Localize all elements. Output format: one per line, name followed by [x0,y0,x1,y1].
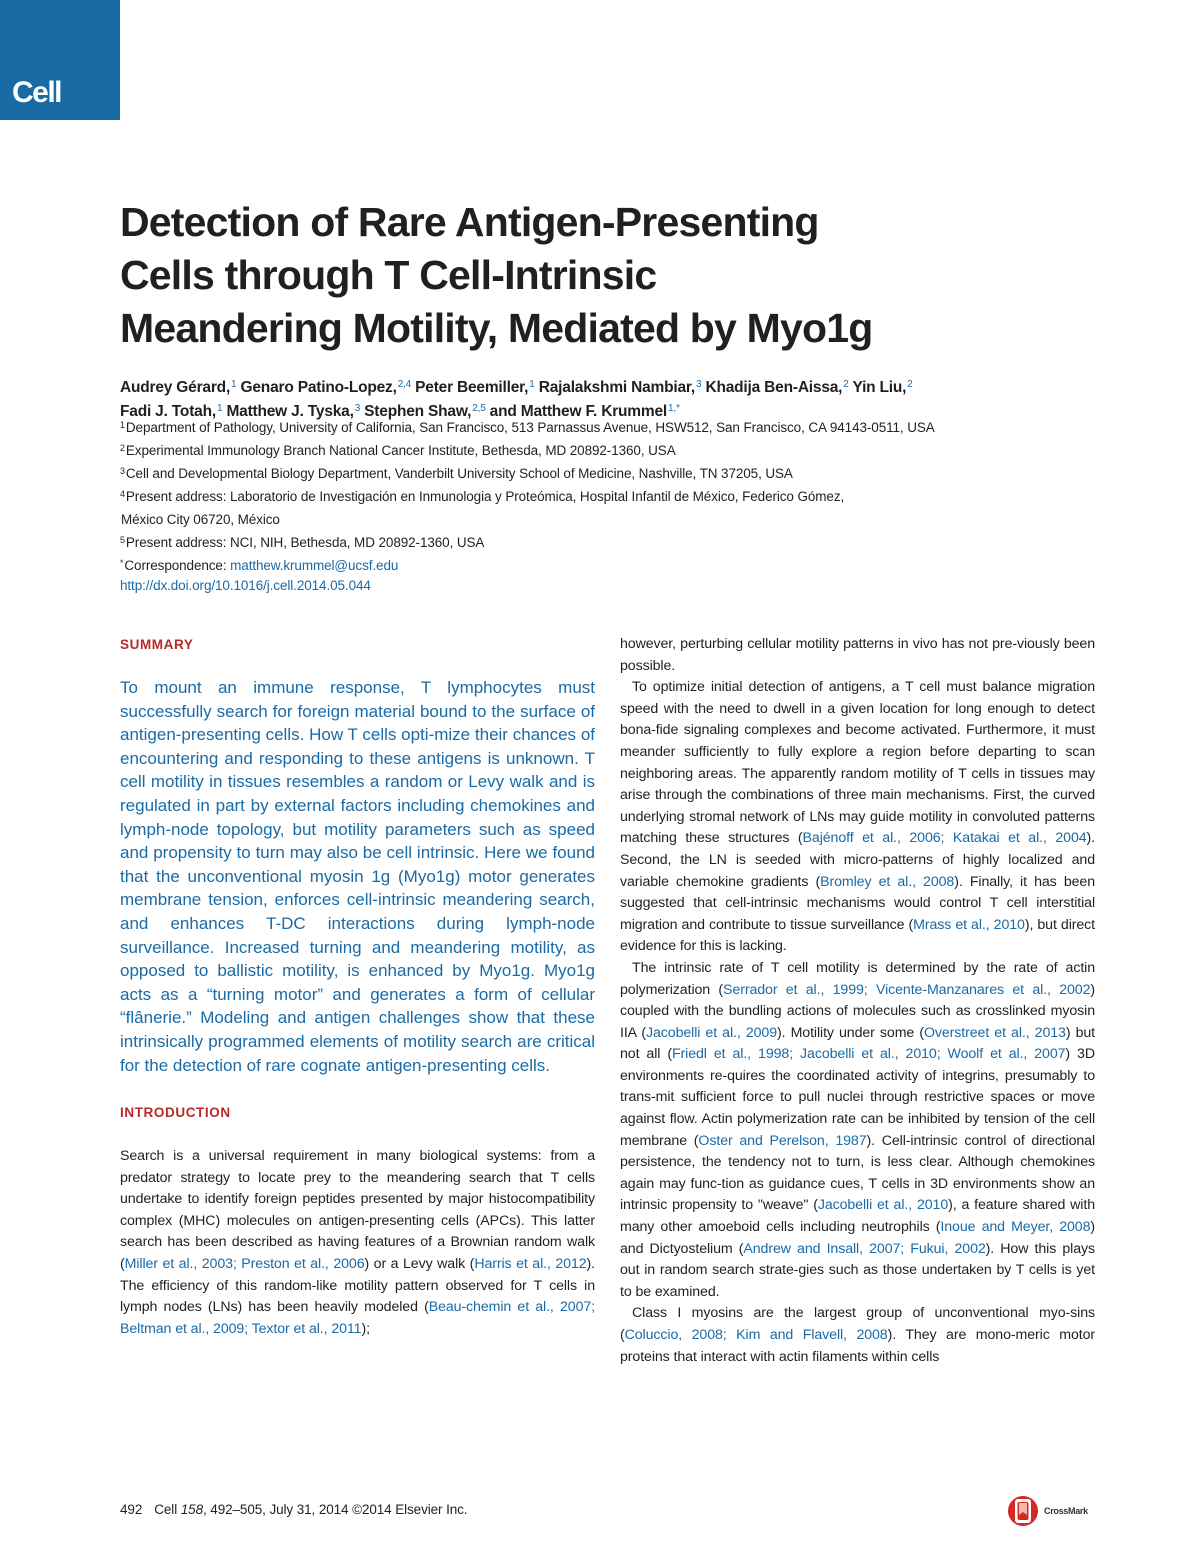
author-name: Stephen Shaw, [364,403,472,420]
citation-link[interactable]: Harris et al., 2012 [474,1256,587,1273]
affiliation: $^5$Present address: NCI, NIH, Bethesda, MD 20892-1360, USA [120,535,485,550]
crossmark-badge[interactable] [1006,1490,1101,1532]
affiliation: $^3$Cell and Developmental Biology Department, Vanderbilt University School of Medicine, Nashville, TN 37205, USA [120,466,793,481]
affiliation: $^4$Present address: Laboratorio de Investigación en Inmunologia y Proteómica, Hospital Infantil de México, Federico Gómez, [120,489,845,504]
author-affil-link[interactable]: 2,5 [472,403,486,414]
author-affil-link[interactable]: 2,4 [397,379,412,390]
title-line-1: Detection of Rare Antigen-Presenting [120,199,819,245]
left-column [120,634,595,1340]
citation-link[interactable]: Beau-chemin et al., 2007; Beltman et al., 2009; Textor et al., 2011 [120,1299,595,1337]
title-line-2: Cells through T Cell-Intrinsic [120,252,657,298]
citation-link[interactable]: Serrador et al., 1999; Vicente-Manzanares et al., 2002 [723,981,1091,998]
author-affil-link[interactable]: 2 [843,379,849,390]
author-affil-link[interactable]: 2 [907,379,913,390]
citation-link[interactable]: Bromley et al., 2008 [820,873,955,890]
author-line-1 [120,374,1100,398]
body-text [620,634,1095,1368]
author-affil-link[interactable]: 3 [696,379,702,390]
paragraph: Class I myosins are the largest group of unconventional myo-sins (Coluccio, 2008; Kim and Flavell, 2008). They are mono-meric motor proteins that interact with actin filaments within cells [620,1305,1095,1365]
citation-link[interactable]: Andrew and Insall, 2007; Fukui, 2002 [743,1240,986,1257]
citation-link[interactable]: Jacobelli et al., 2009 [646,1024,777,1041]
affiliation: $^2$Experimental Immunology Branch National Cancer Institute, Bethesda, MD 20892-1360, USA [120,443,676,458]
affiliation: $^1$Department of Pathology, University of California, San Francisco, 513 Parnassus Avenue, HSW512, San Francisco, CA 94143-0511, USA [120,420,935,435]
author-name: Audrey Gérard, [120,379,231,396]
citation-link[interactable]: Oster and Perelson, 1987 [698,1132,867,1149]
article-title [120,196,1020,355]
citation-link[interactable]: Bajénoff et al., 2006; Katakai et al., 2004 [802,830,1087,847]
doi-link[interactable]: http://dx.doi.org/10.1016/j.cell.2014.05.044 [120,578,371,593]
citation-link[interactable]: Mrass et al., 2010 [913,916,1025,933]
paragraph: The intrinsic rate of T cell motility is determined by the rate of actin polymerization (Serrador et al., 1999; Vicente-Manzanares et al., 2002) coupled with the bundling actions of molecules such as crosslinked myosin IIA (Jacobelli et al., 2009). Motility under some (Overstreet et al., 2013) but not all (Friedl et al., 1998; Jacobelli et al., 2010; Woolf et al., 2007) 3D environments re-quires the coordinated activity of integrins, presumably to trans-mit sufficient force to pull nuclei through restrictive spaces or move against flow. Actin polymerization rate can be inhibited by tension of the cell membrane (Oster and Perelson, 1987). Cell-intrinsic control of directional persistence, the tendency not to turn, is less clear. Although chemokines again may func-tion as guidance cues, T cells in 3D environments show an intrinsic propensity to "weave" (Jacobelli et al., 2010), a feature shared with many other amoeboid cells including neutrophils (Inoue and Meyer, 2008) and Dictyostelium (Andrew and Insall, 2007; Fukui, 2002). How this plays out in random search strate-gies such as those undertaken by T cells is yet to be examined. [620,959,1096,1300]
author-affil-link[interactable]: 1 [216,403,223,414]
author-name: Peter Beemiller, [415,379,529,396]
author-affil-link[interactable]: 1,* [668,403,680,414]
title-line-3: Meandering Motility, Mediated by Myo1g [120,305,873,351]
journal-logo: Cell [0,0,120,120]
correspondence-email-link[interactable]: matthew.krummel@ucsf.edu [230,558,399,573]
correspondence: *Correspondence: matthew.krummel@ucsf.edu [120,558,399,573]
author-affil-link[interactable]: 1 [529,379,535,390]
citation-link[interactable]: Coluccio, 2008; Kim and Flavell, 2008 [624,1327,888,1343]
author-name: Khadija Ben-Aissa, [705,379,843,396]
author-name: Fadi J. Totah, [120,403,216,420]
introduction-heading: INTRODUCTION [120,1105,231,1121]
paragraph: Search is a universal requirement in many biological systems: from a predator strategy to locate prey to the meandering search that T cells undertake to identify foreign peptides presented by major histocompatibility complex (MHC) molecules on antigen-presenting cells (APCs). This latter search has been described as having features of a Brownian random walk (Miller et al., 2003; Preston et al., 2006) or a Levy walk (Harris et al., 2012). The efficiency of this random-like motility pattern observed for T cells in lymph nodes (LNs) has been heavily modeled (Beau-chemin et al., 2007; Beltman et al., 2009; Textor et al., 2011); [120,1148,596,1337]
author-name: Rajalakshmi Nambiar, [538,379,695,396]
author-name: Matthew J. Tyska, [226,403,354,420]
page-footer [120,1502,467,1517]
doi [120,576,1100,596]
citation-link[interactable]: Friedl et al., 1998; Jacobelli et al., 2010; Woolf et al., 2007 [671,1046,1066,1063]
citation-link[interactable]: Inoue and Meyer, 2008 [940,1219,1091,1236]
page-number: 492 [120,1502,143,1517]
author-name: Yin Liu, [852,379,907,396]
introduction-text [120,1146,595,1340]
crossmark-icon [1006,1491,1040,1531]
author-affil-link[interactable]: 3 [354,403,361,414]
summary-heading: SUMMARY [120,637,194,652]
paragraph: To optimize initial detection of antigens, a T cell must balance migration speed with the need to dwell in a given location for long enough to detect bona-fide signaling complexes and become activated. Furthermore, it must meander sufficiently to fully explore a region before departing to scan neighboring areas. The apparently random motility of T cells in tissues may arise through the combinations of three main mechanisms. First, the curved underlying stromal network of LNs may guide motility in convoluted patterns matching these structures (Bajénoff et al., 2006; Katakai et al., 2004). Second, the LN is seeded with micro-patterns of highly localized and variable chemokine gradients (Bromley et al., 2008). Finally, it has been suggested that cell-intrinsic mechanisms would control T cell interstitial migration and contribute to tissue surveillance (Mrass et al., 2010), but direct evidence for this is lacking. [620,679,1095,955]
author-affil-link[interactable]: 1 [231,379,237,390]
summary-text: To mount an immune response, T lymphocytes must successfully search for foreign material bound to the surface of antigen-presenting cells. How T cells opti-mize their chances of encountering and responding to these antigens is unknown. T cell motility in tissues resembles a random or Levy walk and is regulated in part by external factors including chemokines and lymph-node topology, but motility parameters such as speed and propensity to turn may also be cell intrinsic. Here we found that the unconventional myosin 1g (Myo1g) motor generates membrane tension, enforces cell-intrinsic meandering search, and enhances T-DC interactions during lymph-node surveillance. Increased turning and meandering motility, as opposed to ballistic motility, is enhanced by Myo1g. Myo1g acts as a “turning motor” and generates a form of cellular “flânerie.” Modeling and antigen challenges show that these intrinsically programmed elements of motility search are critical for the detection of rare cognate antigen-presenting cells. [120,678,595,1075]
affiliation: México City 06720, México [121,512,280,527]
citation-link[interactable]: Overstreet et al., 2013 [923,1024,1066,1041]
paragraph: however, perturbing cellular motility patterns in vivo has not pre-viously been possible. [620,636,1095,674]
footer-volume: 158 [180,1502,203,1517]
citation-link[interactable]: Jacobelli et al., 2010 [817,1197,949,1214]
citation-link[interactable]: Miller et al., 2003; Preston et al., 2006 [124,1256,365,1273]
footer-journal: Cell [154,1502,178,1517]
author-name: Genaro Patino-Lopez, [240,379,397,396]
crossmark-label: CrossMark [1044,1506,1088,1516]
right-column [620,634,1095,1368]
author-name: and Matthew F. Krummel [489,403,667,420]
footer-citation: , 492–505, July 31, 2014 ©2014 Elsevier Inc. [202,1502,468,1517]
affiliations [120,415,1100,596]
